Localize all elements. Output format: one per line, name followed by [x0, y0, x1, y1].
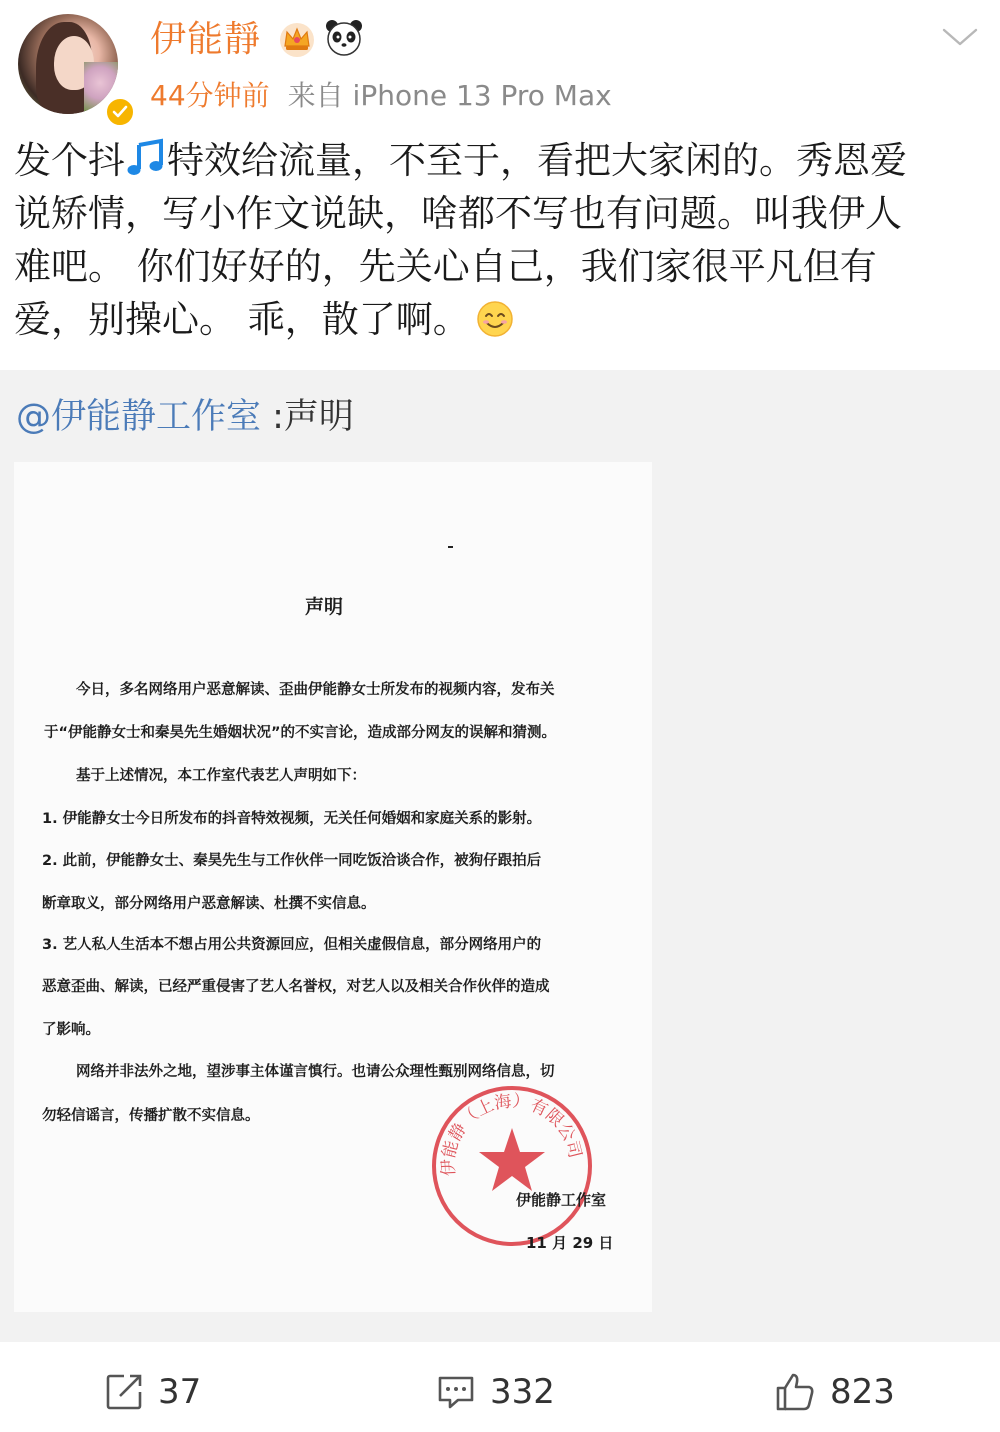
repost-icon — [104, 1372, 144, 1412]
post-header — [0, 0, 1000, 125]
comment-count: 332 — [490, 1372, 555, 1412]
post-body — [14, 134, 990, 346]
post-meta — [150, 76, 612, 116]
doc-line: 于“伊能静女士和秦昊先生婚姻状况”的不实言论，造成部分网友的误解和猜测。 — [44, 725, 557, 741]
doc-line: 断章取义，部分网络用户恶意解读、杜撰不实信息。 — [42, 896, 376, 912]
doc-mark — [448, 546, 453, 548]
smile-emoji-icon — [476, 300, 514, 338]
post-line-2: 说矫情，写小作文说缺，啥都不写也有问题。叫我伊人 — [14, 192, 902, 235]
post-text-segment: 爱，别操心。 乖，散了啊。 — [14, 298, 470, 341]
doc-line: 了影响。 — [42, 1022, 100, 1038]
like-count: 823 — [830, 1372, 895, 1412]
doc-line: 2. 此前，伊能静女士、秦昊先生与工作伙伴一同吃饭洽谈合作，被狗仔跟拍后 — [42, 853, 542, 869]
repost-button[interactable] — [104, 1372, 201, 1412]
panda-icon — [324, 18, 364, 58]
chevron-down-icon[interactable] — [940, 22, 980, 52]
post-time: 44分钟前 — [150, 79, 270, 112]
repost-label: :声明 — [261, 397, 354, 437]
doc-line: 网络并非法外之地，望涉事主体谨言慎行。也请公众理性甄别网络信息，切 — [76, 1064, 555, 1080]
comment-icon — [436, 1372, 476, 1412]
doc-line: 3. 艺人私人生活本不想占用公共资源回应，但相关虚假信息，部分网络用户的 — [42, 937, 542, 953]
comment-button[interactable] — [436, 1372, 555, 1412]
post-text-segment: 特效给流量，不至于，看把大家闲的。秀恩爱 — [167, 139, 907, 182]
username[interactable]: 伊能靜 — [150, 19, 262, 60]
doc-line: 1. 伊能静女士今日所发布的抖音特效视频，无关任何婚姻和家庭关系的影射。 — [42, 811, 542, 827]
music-note-icon — [125, 137, 167, 179]
doc-signer: 伊能静工作室 — [516, 1191, 607, 1209]
doc-date: 11 月 29 日 — [526, 1234, 614, 1252]
action-bar — [0, 1342, 1000, 1432]
repost-mention-link[interactable]: @伊能静工作室 — [16, 397, 262, 437]
post-line-3: 难吧。 你们好好的，先关心自己，我们家很平凡但有 — [14, 245, 877, 288]
post-line-1 — [14, 134, 990, 187]
statement-image[interactable] — [14, 462, 652, 1312]
post-line-4 — [14, 293, 990, 346]
doc-line: 今日，多名网络用户恶意解读、歪曲伊能静女士所发布的视频内容，发布关 — [76, 682, 555, 698]
doc-title: 声明 — [304, 596, 343, 618]
post-text-segment: 发个抖 — [14, 139, 125, 182]
verified-badge-icon — [104, 96, 136, 128]
thumbs-up-icon — [774, 1372, 816, 1412]
avatar-image — [18, 14, 118, 114]
doc-line: 基于上述情况，本工作室代表艺人声明如下： — [76, 768, 366, 784]
repost-title — [16, 394, 354, 440]
avatar[interactable] — [18, 14, 118, 114]
company-seal — [428, 1082, 596, 1250]
doc-line: 恶意歪曲、解读，已经严重侵害了艺人名誉权，对艺人以及相关合作伙伴的造成 — [42, 979, 550, 995]
svg-text:伊能静（上海）有限公司: 伊能静（上海）有限公司 — [438, 1091, 585, 1177]
doc-line: 勿轻信谣言，传播扩散不实信息。 — [42, 1108, 260, 1124]
crown-icon — [278, 20, 316, 58]
like-button[interactable] — [774, 1372, 895, 1412]
repost-count: 37 — [158, 1372, 202, 1412]
repost-card[interactable] — [0, 370, 1000, 1342]
post-source: 来自 iPhone 13 Pro Max — [287, 79, 612, 112]
